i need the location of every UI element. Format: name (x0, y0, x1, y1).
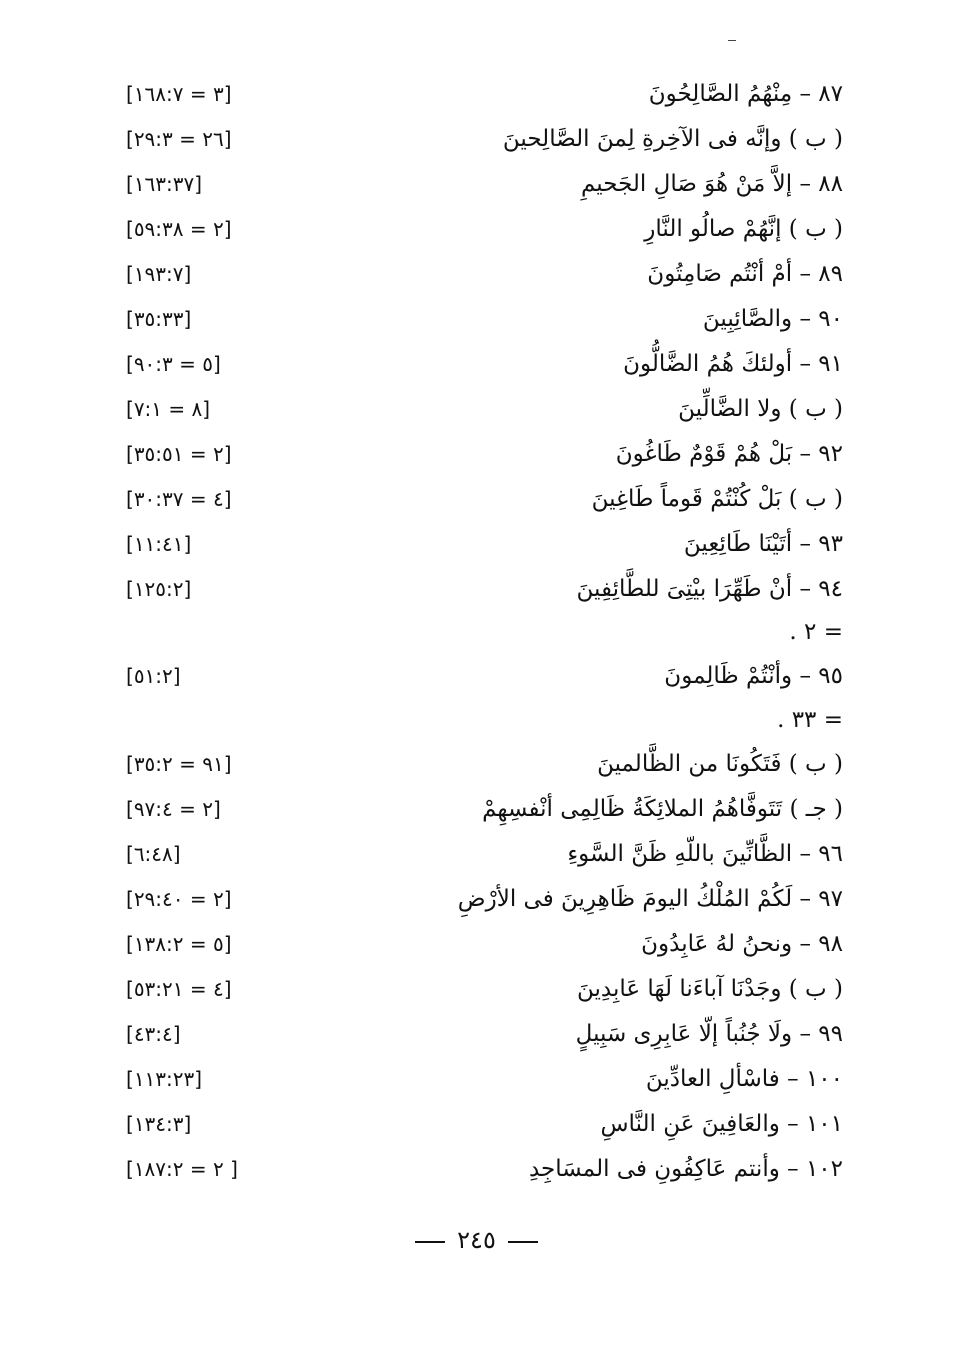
entry-text: ٩٨ – ونحنُ لهُ عَابِدُونَ (641, 931, 843, 957)
page-number (0, 1226, 953, 1254)
right-dash (508, 1241, 538, 1243)
verse-reference: [٥ = ٩٠:٣] (126, 352, 221, 376)
verse-reference: [٢ = ٥٩:٣٨] (126, 217, 232, 241)
verse-reference: [٢ = ٩٧:٤] (126, 797, 221, 821)
entry-text: ٩١ – أولئكَ هُمُ الضَّالُّونَ (623, 351, 843, 377)
entry-row (0, 879, 953, 924)
entry-row (0, 1149, 953, 1194)
page-number-text: ٢٤٥ (457, 1226, 496, 1254)
verse-reference: [٤٣:٤] (126, 1022, 181, 1046)
verse-reference: [٢ = ٣٥:٥١] (126, 442, 232, 466)
verse-reference: [١٢٥:٢] (126, 577, 192, 601)
entry-row (0, 74, 953, 119)
entry-text: ( ب ) فَتَكُونَا من الظَّالمينَ (597, 751, 843, 777)
entry-text: ( جـ ) تَتَوفَّاهُمُ الملائِكَةُ ظَالِمِى أنْفسِهِمْ (482, 796, 843, 822)
entry-text: ( ب ) وإنَّه فى الآخِرةِ لِمنَ الصَّالِحينَ (502, 126, 843, 152)
entry-row (0, 344, 953, 389)
entry-text: = ٢ . (789, 619, 843, 645)
entry-text: ٩٠ – والصَّائِبِينَ (702, 306, 843, 332)
entry-text: ( ب ) بَلْ كُنْتُمْ قَوماً طَاغِينَ (591, 486, 843, 512)
left-dash (415, 1241, 445, 1243)
verse-reference: [٤ = ٣٠:٣٧] (126, 487, 232, 511)
entry-text: ( ب ) ولا الضَّالِّينَ (678, 396, 843, 422)
entry-text: ٩٩ – ولَا جُنُباً إلّا عَابِرِى سَبِيلٍ (575, 1021, 843, 1047)
entry-text: ٨٩ – أمْ أنْتُم صَامِتُونَ (647, 261, 843, 287)
entry-text: ١٠١ – والعَافِينَ عَنِ النَّاسِ (600, 1111, 843, 1137)
entry-row (0, 1104, 953, 1149)
entry-row (0, 119, 953, 164)
verse-reference: [٥ = ١٣٨:٢] (126, 932, 232, 956)
verse-reference: [١٣٤:٣] (126, 1112, 192, 1136)
entry-row (0, 434, 953, 479)
verse-reference: [٣ = ١٦٨:٧] (126, 82, 232, 106)
verse-reference: [٣٥:٣٣] (126, 307, 192, 331)
entry-text: ٩٦ – الظَّانِّينَ باللّهِ ظَنَّ السَّوءِ (567, 841, 843, 867)
entry-row (0, 700, 953, 745)
entry-text: ( ب ) وجَدْنَا آباءَنا لَهَا عَابِدِينَ (576, 976, 843, 1002)
entry-text: ٩٥ – وأنْتُمْ ظَالِمونَ (664, 663, 843, 689)
verse-reference: [١١:٤١] (126, 532, 192, 556)
entry-text: ١٠٢ – وأنتم عَاكِفُونِ فى المسَاجِدِ (528, 1156, 843, 1182)
entry-row (0, 924, 953, 969)
entry-row (0, 569, 953, 614)
verse-reference: [١٩٣:٧] (126, 262, 192, 286)
entry-text: ٨٧ – مِنْهُمُ الصَّالِحُونَ (648, 81, 843, 107)
entry-row (0, 744, 953, 789)
entry-text: ٨٨ – إلاَّ مَنْ هُوَ صَالِ الجَحيمِ (580, 171, 843, 197)
verse-reference: [٨ = ٧:١] (126, 397, 211, 421)
entry-text: ١٠٠ – فاسْألِ العادِّينَ (645, 1066, 843, 1092)
verse-reference: [٢٦ = ٢٩:٣] (126, 127, 232, 151)
entry-row (0, 479, 953, 524)
entry-row (0, 524, 953, 569)
entry-row (0, 969, 953, 1014)
verse-reference: [٢ = ٢٩:٤٠] (126, 887, 232, 911)
entry-row (0, 164, 953, 209)
entry-text: ٩٤ – أنْ طَهِّرَا بيْتِىَ للطَّائِفِينَ (576, 576, 843, 602)
entry-row (0, 209, 953, 254)
entry-row (0, 834, 953, 879)
entry-text: ٩٧ – لَكُمْ المُلْكُ اليومَ ظَاهِرِينَ فى الأرْضِ (457, 886, 843, 912)
print-speck (728, 40, 736, 41)
entry-text: ( ب ) إنَّهُمْ صالُو النَّارِ (644, 216, 843, 242)
entry-row (0, 254, 953, 299)
entry-row (0, 656, 953, 701)
entry-row (0, 612, 953, 657)
verse-reference: [١٦٣:٣٧] (126, 172, 203, 196)
verse-reference: [٤ = ٥٣:٢١] (126, 977, 232, 1001)
verse-reference: [٢ = ١٨٧:٢ ] (126, 1157, 238, 1181)
entry-text: = ٣٣ . (777, 707, 843, 733)
entry-row (0, 1014, 953, 1059)
entry-row (0, 1059, 953, 1104)
entry-row (0, 299, 953, 344)
verse-reference: [١١٣:٢٣] (126, 1067, 203, 1091)
entry-row (0, 789, 953, 834)
verse-reference: [٦:٤٨] (126, 842, 181, 866)
verse-reference: [٥١:٢] (126, 664, 181, 688)
entry-text: ٩٣ – أتَيْنَا طَائِعِينَ (683, 531, 843, 557)
entry-row (0, 389, 953, 434)
verse-reference: [٩١ = ٣٥:٢] (126, 752, 232, 776)
entry-text: ٩٢ – بَلْ هُمْ قَوْمٌ طَاغُونَ (615, 441, 843, 467)
